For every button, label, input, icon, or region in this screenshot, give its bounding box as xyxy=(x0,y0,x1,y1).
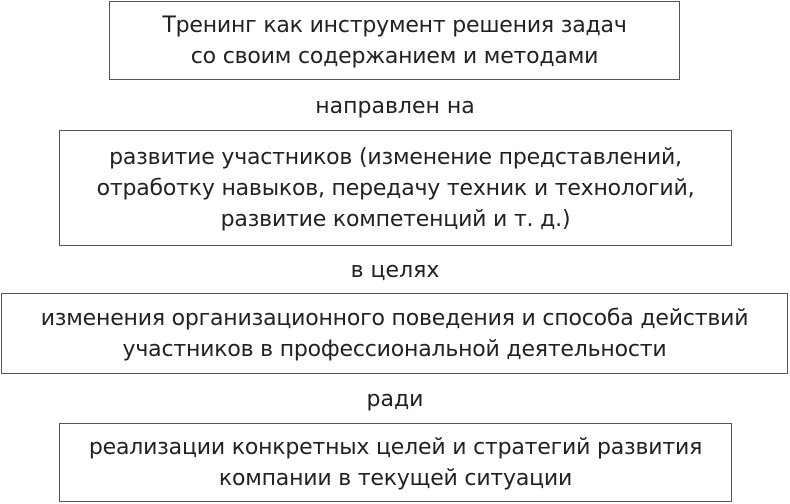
box-text-line: изменения организационного поведения и способа действий xyxy=(40,305,749,331)
connector-label-in-order-to: в целях xyxy=(350,258,440,283)
connector-label-for-the-sake-of: ради xyxy=(366,387,424,412)
box-text-line: Тренинг как инструмент решения задач xyxy=(162,12,627,38)
box-text-line: отработку навыков, передачу техник и технологий, xyxy=(96,175,695,201)
participant-development-box xyxy=(59,130,732,246)
company-goals-box xyxy=(59,423,732,502)
box-text-line: участников в профессиональной деятельности xyxy=(122,336,667,362)
box-text-line: развитие компетенций и т. д.) xyxy=(220,206,571,232)
box-text-line: со своим содержанием и методами xyxy=(190,43,599,69)
box-text-line: компании в текущей ситуации xyxy=(218,465,573,491)
behavior-change-box xyxy=(1,293,788,374)
training-instrument-box xyxy=(109,1,680,80)
connector-label-directed-at: направлен на xyxy=(315,94,475,119)
box-text-line: развитие участников (изменение представлений, xyxy=(109,144,682,170)
box-text-line: реализации конкретных целей и стратегий развития xyxy=(88,434,703,460)
